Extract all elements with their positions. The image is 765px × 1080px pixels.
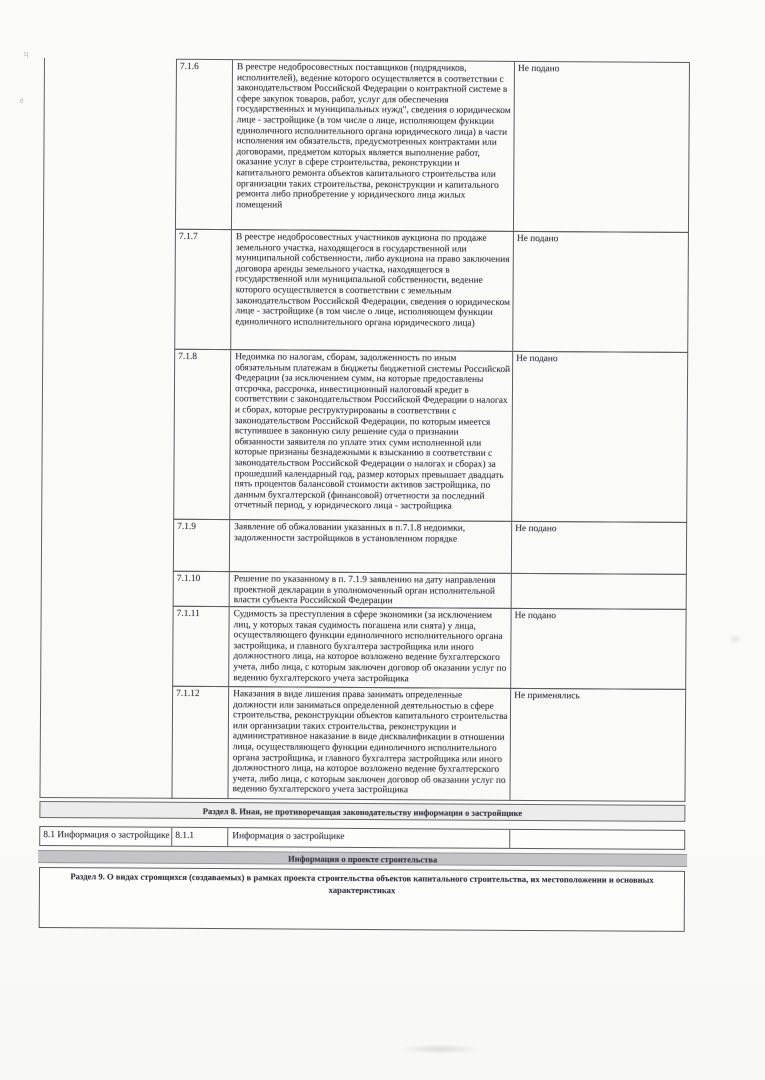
row-status: Не подано (516, 353, 558, 365)
scan-smudge-bottom (398, 1044, 482, 1054)
section-9-title: Раздел 9. О видах строящихся (создаваемых) в рамках проекта строительства объектов капитального строительства, их местоположении и основных характеристиках (70, 871, 654, 895)
project-info-band (38, 850, 687, 867)
table-row-7-1-7 (174, 229, 689, 353)
row-description: Решение по указанному в п. 7.1.9 заявлению на дату направления проектной декларации в уполномоченный орган исполнительной власти субъекта Российской Федерации (230, 572, 512, 608)
row-group-label: 8.1 Информация о застройщике (40, 827, 172, 846)
table-row-8-1 (39, 826, 685, 850)
row-status: Не подано (515, 523, 557, 535)
row-status (510, 830, 684, 849)
row-status: Не применялись (514, 690, 580, 702)
row-number: 7.1.10 (174, 572, 230, 606)
row-status (512, 574, 686, 609)
row-status: Не подано (517, 63, 560, 75)
left-margin-mark-1: ц (24, 49, 29, 58)
project-info-title: Информация о проекте строительства (287, 853, 438, 864)
row-number: 7.1.9 (174, 520, 230, 571)
row-description: Заявление об обжаловании указанных в п.7.1.8 недоимки, задолженности застройщиков в установленном порядке (230, 520, 512, 573)
table-row-7-1-6 (175, 59, 690, 233)
table-row-7-1-10 (173, 571, 687, 610)
row-number: 7.1.8 (174, 350, 231, 519)
section-9-header-box (39, 867, 685, 932)
row-status: Не подано (516, 233, 559, 245)
row-description: В реестре недобросовестных поставщиков (подрядчиков, исполнителей), ведение которого осуществляется в соответствии с законодательством Российской Федерации о контрактной системе в сфере закупок товаров, работ, услуг для обеспечения государственных и муниципальных нужд", сведения о юридическом лице - застройщике (в том числе о лице, исполняющем функции единоличного исполнительного органа юридического лица) в части исполнения им обязательств, предусмотренных контрактами или договорами, предметом которых является выполнение работ, оказание услуг в сфере строительства, реконструкции и капитального ремонта объектов капитального строительства или организации таких строительства, реконструкции и капитального ремонта либо приобретение у юридического лица жилых помещений (232, 60, 515, 231)
row-number: 7.1.11 (173, 607, 229, 686)
table-row-7-1-9 (173, 519, 687, 575)
row-status: Не подано (514, 610, 556, 622)
row-number: 7.1.12 (172, 687, 229, 798)
section-8-header-band (39, 801, 685, 822)
row-description: Судимость за преступления в сфере экономики (за исключением лиц, у которых такая судимость погашена или снята) у лица, осуществляющего функции единоличного исполнительного органа застройщика, и главного бухгалтера застройщика или иного должностного лица, на которое возложено ведение бухгалтерского учета, либо лица, с которым заключен договор об оказании услуг по ведению бухгалтерского учета застройщика (229, 607, 511, 688)
declaration-table (39, 58, 690, 934)
table-row-7-1-8 (173, 349, 688, 523)
row-number: 8.1.1 (172, 828, 228, 846)
table-row-7-1-12 (171, 686, 686, 802)
scan-smudge-right (728, 634, 742, 644)
row-number: 7.1.7 (175, 230, 232, 349)
row-description: Наказания в виде лишения права занимать определенные должности или заниматься определенной деятельностью в сфере строительства, реконструкции объектов капитального строительства или организации таких строительства, реконструкции и административное наказание в виде дисквалификации в отношении лица, осуществляющего функции единоличного исполнительного органа застройщика, и главного бухгалтера застройщика или иного должностного лица, на которое возложено ведение бухгалтерского учета, либо лица, с которым заключен договор об оказании услуг по ведению бухгалтерского учета застройщика (228, 687, 511, 800)
left-span-cell (39, 58, 177, 799)
row-description: В реестре недобросовестных участников аукциона по продаже земельного участка, находящегося в государственной или муниципальной собственности, либо аукциона на право заключения договора аренды земельного участка, находящегося в государственной или муниципальной собственности, ведение которого осуществляется в соответствии с земельным законодательством Российской Федерации, сведения о юридическом лице - застройщике (в том числе о лице, исполняющем функции единоличного исполнительного органа юридического лица) (231, 230, 514, 351)
row-description: Недоимка по налогам, сборам, задолженность по иным обязательным платежам в бюджеты бюджетной системы Российской Федерации (за исключением сумм, на которые предоставлены отсрочка, рассрочка, инвестиционный налоговый кредит в соответствии с законодательством Российской Федерации о налогах и сборах, которые реструктурированы в соответствии с законодательством Российской Федерации, по которым имеется вступившее в законную силу решение суда о признании обязанности заявителя по уплате этих сумм исполненной или которые признаны безнадежными к взысканию в соответствии с законодательством Российской Федерации о налогах и сборах) за прошедший календарный год, размер которых превышает двадцать пять процентов балансовой стоимости активов застройщика, по данным бухгалтерской (финансовой) отчетности за последний отчетный период, у юридического лица - застройщика (230, 350, 513, 521)
row-description: Информация о застройщике (228, 828, 510, 848)
row-number: 7.1.6 (176, 60, 233, 229)
left-margin-mark-2: ё (20, 96, 24, 105)
table-row-7-1-11 (172, 606, 686, 690)
section-8-title: Раздел 8. Иная, не противоречащая законодательству информация о застройщике (202, 805, 523, 818)
